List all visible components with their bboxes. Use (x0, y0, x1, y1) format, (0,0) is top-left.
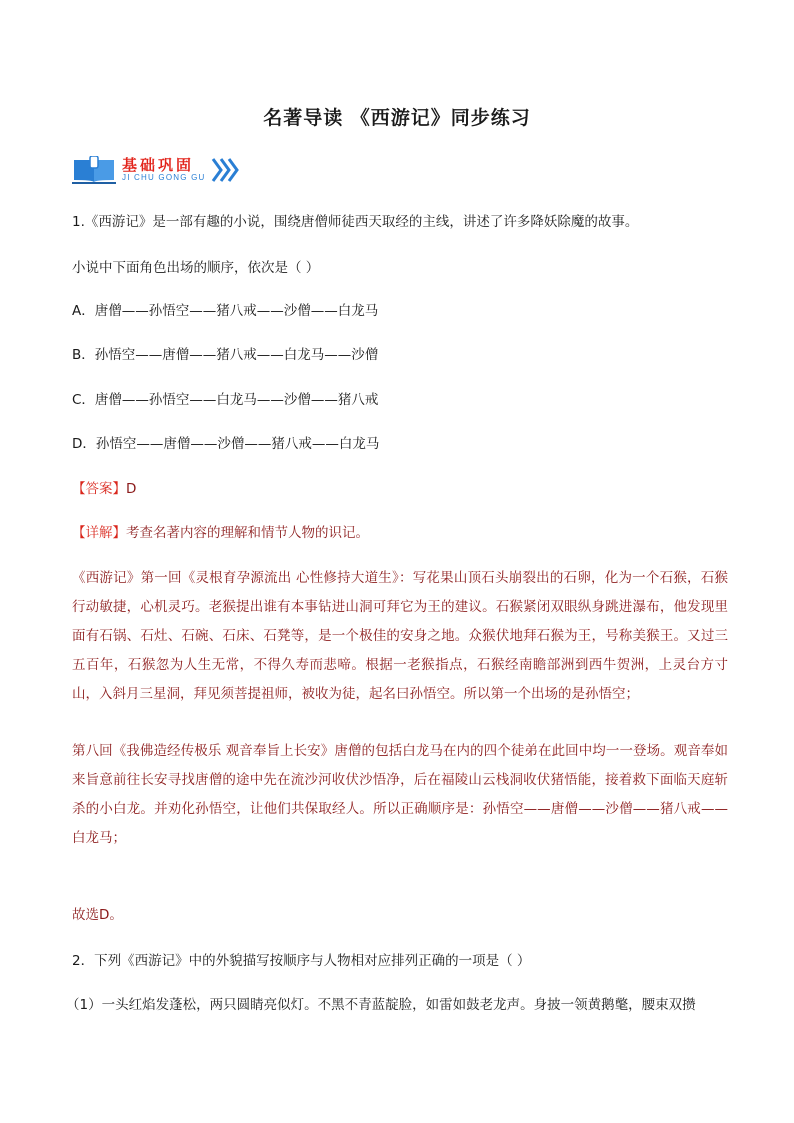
question-1-stem: 1.《西游记》是一部有趣的小说，围绕唐僧师徒西天取经的主线，讲述了许多降妖除魔的故事。 (72, 214, 639, 230)
option-b: B．孙悟空——唐僧——猪八戒——白龙马——沙僧 (72, 347, 379, 363)
detail-tag: 【详解】 (72, 525, 126, 541)
option-a: A．唐僧——孙悟空——猪八戒——沙僧——白龙马 (72, 303, 379, 319)
answer-value: D (126, 481, 137, 497)
detail-line (72, 523, 369, 543)
option-c: C．唐僧——孙悟空——白龙马——沙僧——猪八戒 (72, 392, 379, 408)
section-banner (72, 152, 252, 188)
question-1-prompt: 小说中下面角色出场的顺序，依次是（ ） (72, 260, 320, 276)
option-d: D．孙悟空——唐僧——沙僧——猪八戒——白龙马 (72, 436, 380, 452)
question-2-item-1: （1）一头红焰发蓬松，两只圆睛亮似灯。不黑不青蓝靛脸，如雷如鼓老龙声。身披一领黄鹅氅，腰束双攒 (66, 997, 696, 1013)
answer-line (72, 479, 136, 499)
conclusion: 故选D。 (72, 907, 123, 923)
detail-intro: 考查名著内容的理解和情节人物的识记。 (126, 525, 369, 541)
question-2-stem: 2．下列《西游记》中的外貌描写按顺序与人物相对应排列正确的一项是（ ） (72, 953, 531, 969)
page-title: 名著导读 《西游记》同步练习 (263, 107, 531, 129)
banner-title: 基础巩固 (122, 156, 195, 174)
banner-subtitle: JI CHU GONG GU (122, 173, 206, 182)
book-icon (72, 156, 116, 184)
detail-paragraph-2: 第八回《我佛造经传极乐 观音奉旨上长安》唐僧的包括白龙马在内的四个徒弟在此回中均一一登场。观音奉如来旨意前往长安寻找唐僧的途中先在流沙河收伏沙悟净，后在福陵山云栈洞收伏猪悟能，接着救下面临天庭斩杀的小白龙。并劝化孙悟空，让他们共保取经人。所以正确顺序是：孙悟空——唐僧——沙僧——猪八戒——白龙马； (72, 743, 728, 846)
answer-tag: 【答案】 (72, 481, 126, 497)
detail-paragraph-1: 《西游记》第一回《灵根育孕源流出 心性修持大道生》：写花果山顶石头崩裂出的石卵，化为一个石猴，石猴行动敏捷，心机灵巧。老猴提出谁有本事钻进山洞可拜它为王的建议。石猴紧闭双眼纵身跳进瀑布，他发现里面有石锅、石灶、石碗、石床、石凳等，是一个极佳的安身之地。众猴伏地拜石猴为王，号称美猴王。又过三五百年，石猴忽为人生无常，不得久寿而悲啼。根据一老猴指点，石猴经南瞻部洲到西牛贺洲，上灵台方寸山，入斜月三星洞，拜见须菩提祖师，被收为徒，起名曰孙悟空。所以第一个出场的是孙悟空； (72, 570, 728, 702)
chevron-right-icon (211, 156, 241, 184)
